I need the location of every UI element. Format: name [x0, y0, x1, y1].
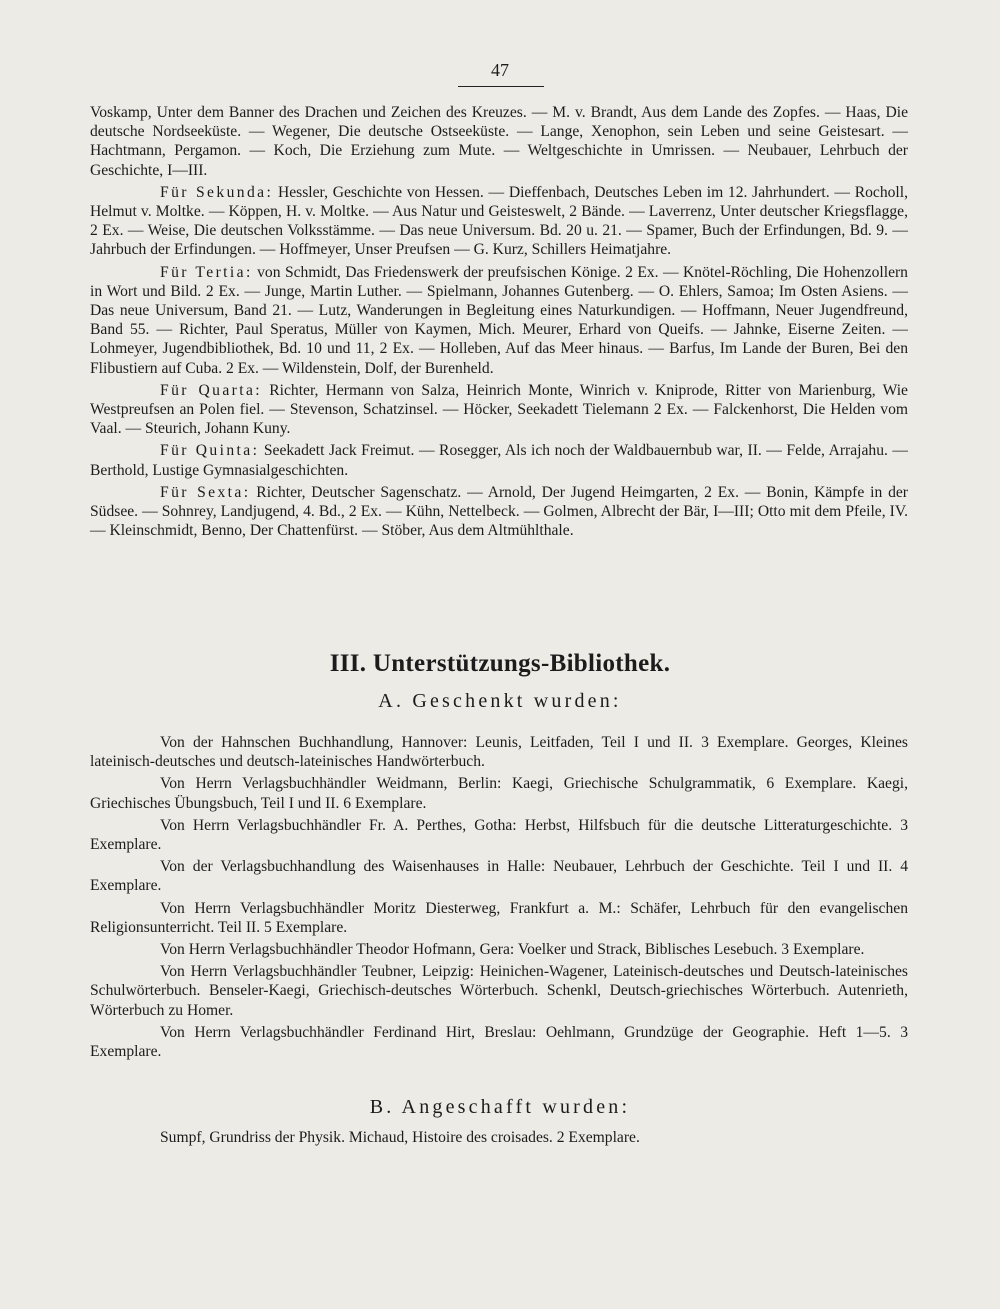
- class-text: Richter, Hermann von Salza, Heinrich Monte, Winrich v. Kniprode, Ritter von Marienburg, Wie Westpreufsen an Polen fiel. — Stevenson, Schatzinsel. — Höcker, Seekadett Tielemann 2 Ex. — Falckenhorst, Die Helden vom Vaal. — Steurich, Johann Kuny.: [90, 381, 908, 438]
- class-paragraph-quarta: [90, 381, 908, 439]
- intro-paragraph: Voskamp, Unter dem Banner des Drachen und Zeichen des Kreuzes. — M. v. Brandt, Aus dem Lande des Zopfes. — Haas, Die deutsche Nordseeküste. — Wegener, Die deutsche Ostseeküste. — Lange, Xenophon, sein Leben und seine Geistesart. — Hachtmann, Pergamon. — Koch, Die Erziehung zum Mute. — Weltgeschichte in Umrissen. — Neubauer, Lehrbuch der Geschichte, I—III.: [90, 104, 908, 179]
- section-heading: III. Unterstützungs-Bibliothek.: [329, 650, 671, 677]
- class-paragraph-sekunda: [90, 183, 908, 260]
- page-number-rule: [458, 86, 544, 87]
- class-book-list: [90, 103, 908, 543]
- subsection-heading-a: A. Geschenkt wurden:: [378, 690, 622, 712]
- class-label: Für Sexta:: [160, 483, 251, 501]
- class-text: von Schmidt, Das Friedenswerk der preufsischen Könige. 2 Ex. — Knötel-Röchling, Die Hohenzollern in Wort und Bild. 2 Ex. — Junge, Martin Luther. — Spielmann, Johannes Gutenberg. — O. Ehlers, Samoa; Im Osten Asiens. — Das neue Universum, Band 21. — Lutz, Wanderungen in Begleitung eines Naturkundigen. — Hoffmann, Neuer Jugendfreund, Band 55. — Richter, Paul Speratus, Müller von Kaymen, Mich. Meurer, Erhard von Queifs. — Jahnke, Eiserne Zeiten. — Lohmeyer, Jugendbibliothek, Bd. 10 und 11, 2 Ex. — Holleben, Auf das Meer hinaus. — Barfus, Im Lande der Buren, Bei den Flibustiern auf Cuba. 2 Ex. — Wildenstein, Dolf, der Burenheld.: [90, 263, 908, 377]
- donation-paragraph: Von Herrn Verlagsbuchhändler Ferdinand Hirt, Breslau: Oehlmann, Grundzüge der Geographie. Heft 1—5. 3 Exemplare.: [90, 1023, 908, 1061]
- purchase-list: [90, 1128, 908, 1150]
- class-paragraph-quinta: [90, 441, 908, 479]
- class-label: Für Quinta:: [160, 442, 260, 460]
- class-text: Richter, Deutscher Sagenschatz. — Arnold, Der Jugend Heimgarten, 2 Ex. — Bonin, Kämpfe in der Südsee. — Sohnrey, Landjugend, 4. Bd., 2 Ex. — Kühn, Nettelbeck. — Golmen, Albrecht der Bär, I—III; Otto mit dem Pfeile, IV. — Kleinschmidt, Benno, Der Chattenfürst. — Stöber, Aus dem Altmühlthale.: [90, 483, 908, 540]
- purchase-paragraph: Sumpf, Grundriss der Physik. Michaud, Histoire des croisades. 2 Exemplare.: [160, 1129, 640, 1146]
- donation-paragraph: Von Herrn Verlagsbuchhändler Moritz Diesterweg, Frankfurt a. M.: Schäfer, Lehrbuch für den evangelischen Religionsunterricht. Teil II. 5 Exemplare.: [90, 899, 908, 936]
- donation-paragraph: Von Herrn Verlagsbuchhändler Fr. A. Perthes, Gotha: Herbst, Hilfsbuch für die deutsche Litteraturgeschichte. 3 Exemplare.: [90, 816, 908, 854]
- class-label: Für Quarta:: [160, 381, 263, 399]
- page-number: 47: [491, 60, 509, 80]
- subsection-heading-b: B. Angeschafft wurden:: [369, 1096, 631, 1118]
- donation-list: [90, 733, 908, 1064]
- donation-paragraph: Von der Hahnschen Buchhandlung, Hannover: Leunis, Leitfaden, Teil I und II. 3 Exemplare. Georges, Kleines lateinisch-deutsches und deutsch-lateinisches Handwörterbuch.: [90, 734, 908, 771]
- donation-paragraph: Von der Verlagsbuchhandlung des Waisenhauses in Halle: Neubauer, Lehrbuch der Geschichte. Teil I und II. 4 Exemplare.: [90, 858, 908, 895]
- class-paragraph-sexta: [90, 483, 908, 541]
- donation-paragraph: Von Herrn Verlagsbuchhändler Teubner, Leipzig: Heinichen-Wagener, Lateinisch-deutsches und Deutsch-lateinisches Schulwörterbuch. Benseler-Kaegi, Griechisch-deutsches Wörterbuch. Schenkl, Deutsch-griechisches Wörterbuch. Autenrieth, Wörterbuch zu Homer.: [90, 963, 908, 1019]
- class-text: Hessler, Geschichte von Hessen. — Dieffenbach, Deutsches Leben im 12. Jahrhundert. — Rocholl, Helmut v. Moltke. — Köppen, H. v. Moltke. — Aus Natur und Geisteswelt, 2 Bände. — Laverrenz, Unter deutscher Kriegsflagge, 2 Ex. — Weise, Die deutschen Volksstämme. — Das neue Universum. Bd. 20 u. 21. — Spamer, Buch der Erfindungen, Bd. 9. — Jahrbuch der Erfindungen. — Hoffmeyer, Unser Preufsen — G. Kurz, Schillers Heimatjahre.: [90, 183, 908, 259]
- class-label: Für Tertia:: [160, 263, 253, 281]
- class-text: Seekadett Jack Freimut. — Rosegger, Als ich noch der Waldbauernbub war, II. — Felde, Arrajahu. — Berthold, Lustige Gymnasialgeschichten.: [90, 442, 909, 479]
- donation-paragraph: Von Herrn Verlagsbuchhändler Weidmann, Berlin: Kaegi, Griechische Schulgrammatik, 6 Exemplare. Kaegi, Griechisches Übungsbuch, Teil I und II. 6 Exemplare.: [90, 775, 908, 812]
- donation-paragraph: Von Herrn Verlagsbuchhändler Theodor Hofmann, Gera: Voelker und Strack, Biblisches Lesebuch. 3 Exemplare.: [160, 941, 865, 959]
- class-paragraph-tertia: [90, 263, 908, 378]
- class-label: Für Sekunda:: [160, 183, 274, 201]
